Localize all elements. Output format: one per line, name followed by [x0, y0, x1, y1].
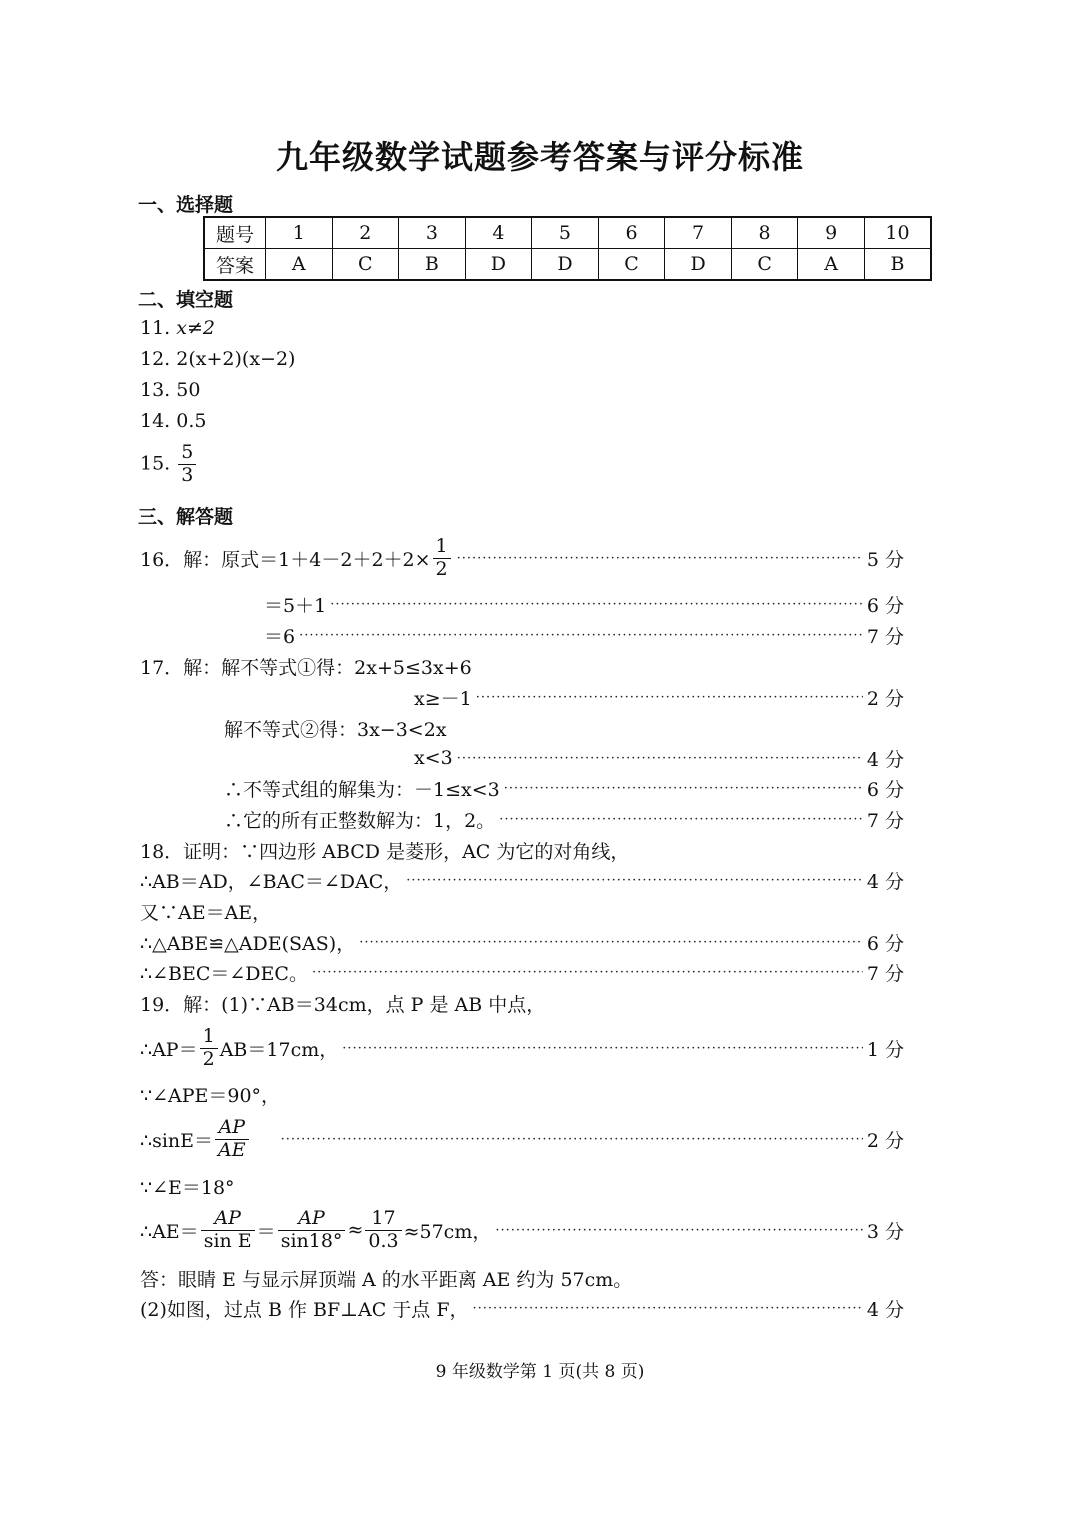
table-cell: 3 [399, 217, 466, 249]
solution-text: ＝6 [264, 625, 296, 648]
leader-dots [281, 1132, 863, 1147]
solution-text: ∴△ABE≌△ADE(SAS)， [140, 932, 356, 955]
table-cell: D [665, 249, 732, 281]
fraction [433, 536, 451, 581]
leader-dots [312, 965, 863, 980]
solution-text: ∴它的所有正整数解为：1，2。 [224, 809, 496, 832]
q19-line-3 [140, 1080, 280, 1108]
fill-answer-12 [140, 348, 295, 370]
q17-line-3 [224, 714, 447, 742]
solution-text: x≥－1 [414, 687, 472, 710]
denominator: 3 [181, 463, 194, 486]
table-row-numbers [204, 217, 931, 249]
score: 7 分 [866, 962, 904, 985]
q19-line-2 [140, 1023, 904, 1073]
solution-text: ∴AB＝AD，∠BAC＝∠DAC， [140, 870, 403, 893]
table-cell: 2 [332, 217, 399, 249]
table-row-answers [204, 249, 931, 281]
section-fill-heading: 二、填空题 [138, 289, 234, 311]
score: 6 分 [866, 778, 904, 801]
page-title: 九年级数学试题参考答案与评分标准 [275, 138, 804, 176]
solution-text: ∴不等式组的解集为：－1≤x<3 [224, 778, 500, 801]
table-cell: 9 [798, 217, 865, 249]
table-cell: 8 [731, 217, 798, 249]
q19-line-7 [140, 1264, 632, 1292]
solution-text: ≈ [347, 1219, 364, 1241]
table-cell: B [864, 249, 931, 281]
leader-dots [330, 597, 863, 612]
leader-dots [457, 751, 863, 766]
fill-answer-11 [140, 317, 215, 339]
solution-text: (2)如图，过点 B 作 BF⊥AC 于点 F， [140, 1298, 469, 1321]
leader-dots [406, 873, 863, 888]
fraction [365, 1208, 401, 1253]
q18-line-3 [140, 897, 271, 925]
solution-text: 19．解：(1)∵AB＝34cm，点 P 是 AB 中点， [140, 993, 546, 1016]
table-cell: D [465, 249, 532, 281]
table-cell: B [399, 249, 466, 281]
numerator: 1 [200, 1026, 218, 1049]
solution-text: x<3 [414, 747, 453, 769]
question-number: 14. [140, 410, 171, 432]
answer-text: 50 [176, 379, 201, 401]
q19-line-4 [140, 1113, 904, 1165]
score: 4 分 [866, 1298, 904, 1321]
score: 5 分 [866, 548, 904, 571]
table-cell: A [798, 249, 865, 281]
question-number: 13. [140, 379, 171, 401]
solution-text: 17．解：解不等式①得：2x+5≤3x+6 [140, 656, 472, 679]
table-header-cell: 答案 [204, 249, 266, 281]
fill-answer-14 [140, 410, 206, 432]
leader-dots [495, 1223, 863, 1238]
section-choice-heading: 一、选择题 [138, 194, 234, 216]
fraction [215, 1117, 249, 1162]
numerator: 1 [433, 536, 451, 559]
table-cell: 6 [598, 217, 665, 249]
question-number: 15. [140, 452, 171, 475]
denominator: sin E [203, 1229, 252, 1252]
numerator: AP [278, 1208, 346, 1231]
table-cell: 10 [864, 217, 931, 249]
choice-answer-table [203, 216, 932, 281]
solution-text: ∴AE＝ [140, 1220, 199, 1243]
table-cell: 7 [665, 217, 732, 249]
q17-line-5 [224, 774, 904, 802]
denominator: AE [218, 1138, 246, 1161]
score: 6 分 [866, 932, 904, 955]
solution-text: ∴sinE＝ [140, 1129, 214, 1152]
answer-text: 0.5 [176, 410, 207, 432]
score: 6 分 [866, 594, 904, 617]
fraction [278, 1208, 346, 1253]
table-cell: 5 [532, 217, 599, 249]
denominator: 2 [202, 1047, 215, 1070]
solution-text: ∵∠E＝18° [140, 1176, 235, 1199]
fraction [178, 442, 196, 487]
solution-text: ≈57cm， [403, 1220, 492, 1243]
question-number: 12. [140, 348, 171, 370]
fraction [200, 1026, 218, 1071]
solution-text: 16．解：原式＝1＋4－2＋2＋2× [140, 548, 431, 571]
solution-text: ＝ [256, 1220, 276, 1243]
q18-line-1 [140, 836, 629, 864]
q19-line-6 [140, 1204, 904, 1256]
table-cell: 4 [465, 217, 532, 249]
numerator: 17 [365, 1208, 401, 1231]
score: 4 分 [866, 748, 904, 771]
numerator: AP [201, 1208, 255, 1231]
q18-line-2 [140, 866, 904, 894]
leader-dots [499, 812, 863, 827]
numerator: 5 [178, 442, 196, 465]
leader-dots [299, 628, 863, 643]
q19-line-5 [140, 1172, 235, 1200]
denominator: 2 [435, 557, 448, 580]
solution-text: AB＝17cm， [219, 1038, 339, 1061]
score: 1 分 [866, 1038, 904, 1061]
leader-dots [359, 935, 863, 950]
q16-line-2 [264, 590, 904, 618]
table-header-cell: 题号 [204, 217, 266, 249]
score: 3 分 [866, 1220, 904, 1243]
answer-text: 2(x+2)(x−2) [176, 348, 296, 370]
solution-text: ∵∠APE＝90°， [140, 1084, 281, 1107]
q19-line-8 [140, 1294, 904, 1322]
solution-text: 解不等式②得：3x−3<2x [224, 718, 447, 741]
table-cell: 1 [266, 217, 333, 249]
q19-line-1 [140, 989, 545, 1017]
q16-line-1 [140, 533, 904, 583]
solution-text: 又∵AE＝AE， [140, 901, 272, 924]
denominator: 0.3 [368, 1229, 399, 1252]
solution-text: ∴AP＝ [140, 1038, 198, 1061]
table-cell: D [532, 249, 599, 281]
q17-line-1 [140, 652, 472, 680]
leader-dots [457, 551, 863, 566]
table-cell: C [332, 249, 399, 281]
denominator: sin18° [280, 1229, 343, 1252]
solution-text: 答：眼睛 E 与显示屏顶端 A 的水平距离 AE 约为 57cm。 [140, 1268, 633, 1291]
section-solve-heading: 三、解答题 [138, 506, 234, 528]
fill-answer-13 [140, 379, 200, 401]
question-number: 11. [140, 317, 171, 339]
fraction [201, 1208, 255, 1253]
numerator: AP [215, 1117, 249, 1140]
q17-line-4 [414, 744, 904, 772]
page-footer: 9 年级数学第 1 页(共 8 页) [435, 1362, 645, 1382]
q16-line-3 [264, 621, 904, 649]
score: 2 分 [866, 1129, 904, 1152]
score: 7 分 [866, 625, 904, 648]
leader-dots [476, 690, 863, 705]
table-cell: C [598, 249, 665, 281]
q17-line-2 [414, 683, 904, 711]
score: 7 分 [866, 809, 904, 832]
score: 2 分 [866, 687, 904, 710]
q18-line-5 [140, 958, 904, 986]
table-cell: A [266, 249, 333, 281]
score: 4 分 [866, 870, 904, 893]
q17-line-6 [224, 805, 904, 833]
leader-dots [504, 781, 863, 796]
solution-text: ∴∠BEC＝∠DEC。 [140, 962, 308, 985]
q18-line-4 [140, 928, 904, 956]
fill-answer-15 [140, 442, 198, 487]
solution-text: 18．证明：∵四边形 ABCD 是菱形，AC 为它的对角线， [140, 840, 630, 863]
table-cell: C [731, 249, 798, 281]
leader-dots [473, 1301, 863, 1316]
solution-text: ＝5＋1 [264, 594, 327, 617]
leader-dots [342, 1041, 863, 1056]
answer-text: x≠2 [176, 317, 215, 339]
